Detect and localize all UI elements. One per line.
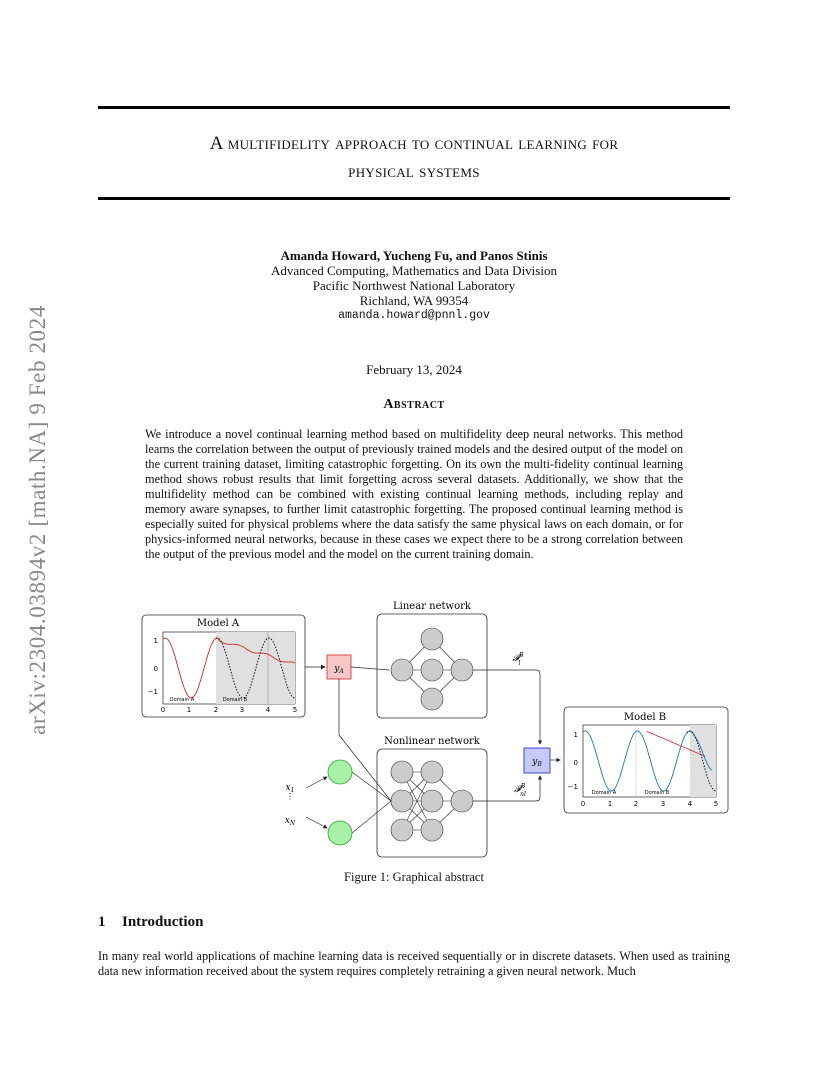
yb-label: $y_B$ bbox=[532, 757, 542, 768]
model-a-domain-b-shade bbox=[216, 632, 295, 704]
model-a-xtick-5: 5 bbox=[292, 706, 298, 714]
author-block bbox=[98, 248, 730, 323]
input-ellipsis: ⋮ bbox=[286, 792, 294, 801]
model-a-panel bbox=[142, 615, 305, 717]
input-node-x1 bbox=[328, 760, 352, 784]
input-label-x1: $x_1$ bbox=[285, 783, 295, 794]
arxiv-identifier: arXiv:2304.03894v2 [math.NA] 9 Feb 2024 bbox=[25, 305, 50, 735]
model-a-xtick-0: 0 bbox=[160, 706, 166, 714]
fnl-b-label: 𝓕$^B$ nl bbox=[514, 783, 526, 798]
model-a-xtick-4: 4 bbox=[265, 706, 271, 714]
ya-label: $y_A$ bbox=[334, 664, 344, 675]
affiliation-lab: Pacific Northwest National Laboratory bbox=[312, 278, 516, 293]
linear-network-panel bbox=[377, 601, 487, 718]
abstract-heading: Abstract bbox=[383, 397, 445, 412]
nonlinear-network-panel bbox=[377, 736, 487, 857]
model-a-title: Model A bbox=[196, 618, 240, 629]
model-b-title: Model B bbox=[623, 712, 667, 723]
graphical-abstract-figure bbox=[140, 595, 730, 865]
model-b-domain-b-label: Domain B bbox=[644, 790, 670, 796]
affiliation-address: Richland, WA 99354 bbox=[359, 293, 469, 308]
introduction-paragraph: In many real world applications of machine learning data is received sequentially or in discrete datasets. When used as training data new information received about the system requires completely retraining a given neural network. Much bbox=[98, 949, 730, 978]
linear-network-title: Linear network bbox=[393, 601, 471, 612]
input-label-xn: $x_N$ bbox=[284, 816, 296, 827]
figure-caption: Figure 1: Graphical abstract bbox=[344, 870, 484, 884]
model-a-xtick-3: 3 bbox=[239, 706, 245, 714]
model-b-xtick-2: 2 bbox=[633, 800, 639, 808]
paper-title bbox=[98, 130, 730, 186]
author-names: Amanda Howard, Yucheng Fu, and Panos Stinis bbox=[280, 248, 548, 263]
model-b-xtick-0: 0 bbox=[580, 800, 586, 808]
model-b-xtick-1: 1 bbox=[607, 800, 613, 808]
model-a-xtick-2: 2 bbox=[213, 706, 219, 714]
model-b-domain-a-label: Domain A bbox=[591, 790, 617, 796]
nonlinear-network-title: Nonlinear network bbox=[384, 736, 480, 747]
model-b-xtick-4: 4 bbox=[687, 800, 693, 808]
title-line-1: A multifidelity approach to continual learning for bbox=[209, 133, 619, 154]
model-a-domain-a-label: Domain A bbox=[169, 697, 195, 703]
author-email: amanda.howard@pnnl.gov bbox=[338, 309, 490, 322]
section-heading-introduction bbox=[98, 914, 203, 931]
fl-b-label: 𝓕$^B$ l bbox=[512, 652, 524, 667]
input-node-xn bbox=[328, 821, 352, 845]
model-a-ytick-1: 1 bbox=[153, 637, 158, 645]
affiliation-division: Advanced Computing, Mathematics and Data Division bbox=[271, 263, 557, 278]
model-a-ytick-0: 0 bbox=[153, 665, 158, 673]
abstract-text: We introduce a novel continual learning method based on multifidelity deep neural networks. This method learns the correlation between the output of previously trained models and the desired output of the model on the current training dataset, limiting catastrophic forgetting. On its own the multi-fidelity continual learning method shows robust results that limit forgetting across several datasets. Additionally, we show that the multifidelity method can be combined with existing continual learning methods, including replay and memory aware synapses, to further limit catastrophic forgetting. The proposed continual learning method is especially suited for physical problems where the data satisfy the same physical laws on each domain, or for physics-informed neural networks, because in these cases we expect there to be a strong correlation between the output of the previous model and the model on the current training domain. bbox=[145, 427, 683, 561]
model-b-ytick-0: 0 bbox=[573, 759, 578, 767]
model-b-ytick-1: 1 bbox=[573, 731, 578, 739]
bottom-rule bbox=[98, 197, 730, 200]
model-b-ytick-neg1: −1 bbox=[567, 783, 578, 791]
model-b-xtick-5: 5 bbox=[713, 800, 719, 808]
top-rule bbox=[98, 106, 730, 109]
model-a-domain-b-label: Domain B bbox=[222, 697, 248, 703]
model-b-xtick-3: 3 bbox=[660, 800, 666, 808]
section-title: Introduction bbox=[122, 914, 204, 930]
model-b-panel bbox=[564, 707, 728, 813]
model-a-ytick-neg1: −1 bbox=[147, 688, 158, 696]
paper-date: February 13, 2024 bbox=[366, 362, 462, 377]
section-number: 1 bbox=[98, 914, 106, 930]
title-line-2: physical systems bbox=[348, 161, 480, 182]
model-a-xtick-1: 1 bbox=[186, 706, 192, 714]
